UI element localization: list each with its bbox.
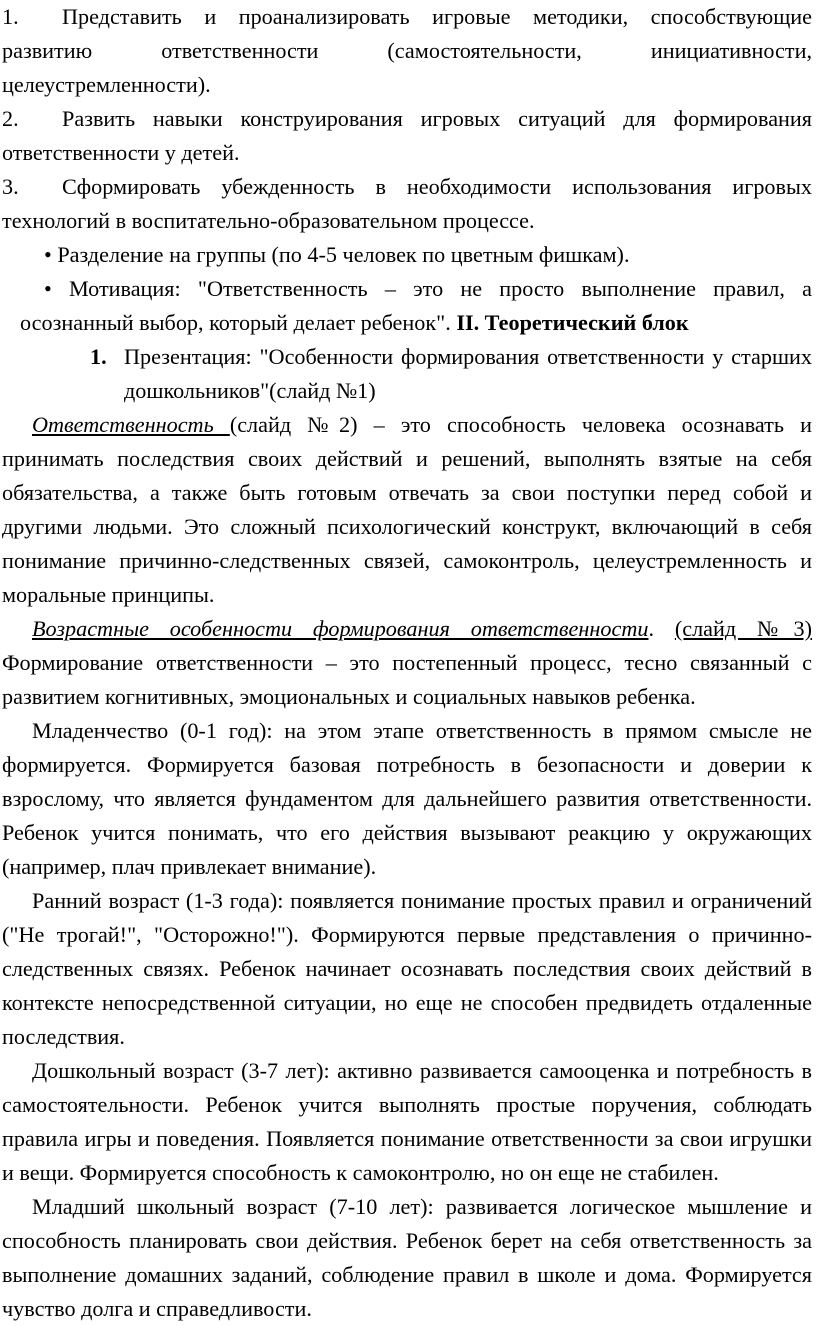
definition-text: (слайд №2) – это способность человека осознавать и принимать последствия своих действий и решений, выполнять взятые на себя обязательства, а также быть готовым отвечать за свои поступки перед собой и другими людьми. Это сложный психологический конструкт, включающий в себя понимание причинно-следственных связей, самоконтроль, целеустремленность и моральные принципы. xyxy=(2,412,812,607)
goal-text: Сформировать убежденность в необходимости использования игровых технологий в воспитательно-образовательном процессе. xyxy=(2,174,812,233)
slide-ref: (слайд №3) xyxy=(674,616,812,641)
goal-text: Представить и проанализировать игровые методики, способствующие развитию ответственности (самостоятельности, инициативности, целеустремленности). xyxy=(2,4,812,97)
goal-item-1 xyxy=(2,0,812,102)
bullet-text: • Мотивация: "Ответственность – это не просто выполнение правил, а осознанный выбор, который делает ребенок". xyxy=(20,276,812,335)
bullet-groups xyxy=(2,238,812,272)
goal-number: 2. xyxy=(2,106,19,131)
stage-text: Младший школьный возраст (7-10 лет): развивается логическое мышление и способность планировать свои действия. Ребенок берет на себя ответственность за выполнение домашних заданий, соблюдение правил в школе и дома. Формируется чувство долга и справедливости. xyxy=(2,1194,812,1321)
stage-text: Дошкольный возраст (3-7 лет): активно развивается самооценка и потребность в самостоятельности. Ребенок учится выполнять простые поручения, соблюдать правила игры и поведения. Появляется понимание ответственности за свои игрушки и вещи. Формируется способность к самоконтролю, но он еще не стабилен. xyxy=(2,1058,812,1185)
age-section-heading: Возрастные особенности формирования ответственности xyxy=(32,616,649,641)
goal-item-2 xyxy=(2,102,812,170)
stage-paragraph-infancy xyxy=(2,714,812,884)
goal-item-3 xyxy=(2,170,812,238)
presentation-text: Презентация: "Особенности формирования ответственности у старших дошкольников"(слайд №1) xyxy=(124,344,812,403)
stage-text: Младенчество (0-1 год): на этом этапе ответственность в прямом смысле не формируется. Формируется базовая потребность в безопасности и доверии к взрослому, что является фундаментом для дальнейшего развития ответственности. Ребенок учится понимать, что его действия вызывают реакцию у окружающих (например, плач привлекает внимание). xyxy=(2,718,812,879)
section-heading: II. Теоретический блок xyxy=(456,310,689,335)
goal-number: 3. xyxy=(2,174,19,199)
stage-paragraph-school xyxy=(2,1190,812,1326)
stage-paragraph-early xyxy=(2,884,812,1054)
definition-paragraph xyxy=(2,408,812,612)
goal-number: 1. xyxy=(2,4,19,29)
presentation-number: 1. xyxy=(90,344,107,369)
bullet-text: • Разделение на группы (по 4-5 человек по цветным фишкам). xyxy=(44,242,630,267)
heading-dot: . xyxy=(648,616,675,641)
stage-paragraph-preschool xyxy=(2,1054,812,1190)
presentation-item xyxy=(2,340,812,408)
age-section-text: Формирование ответственности – это постепенный процесс, тесно связанный с развитием когнитивных, эмоциональных и социальных навыков ребенка. xyxy=(2,650,812,709)
age-section-paragraph xyxy=(2,612,812,714)
goal-text: Развить навыки конструирования игровых ситуаций для формирования ответственности у детей. xyxy=(2,106,812,165)
stage-text: Ранний возраст (1-3 года): появляется понимание простых правил и ограничений ("Не трогай!", "Осторожно!"). Формируются первые представления о причинно-следственных связях. Ребенок начинает осознавать последствия своих действий в контексте непосредственной ситуации, но еще не способен предвидеть отдаленные последствия. xyxy=(2,888,812,1049)
definition-term: Ответственность xyxy=(32,412,230,437)
bullet-motivation xyxy=(2,272,812,340)
